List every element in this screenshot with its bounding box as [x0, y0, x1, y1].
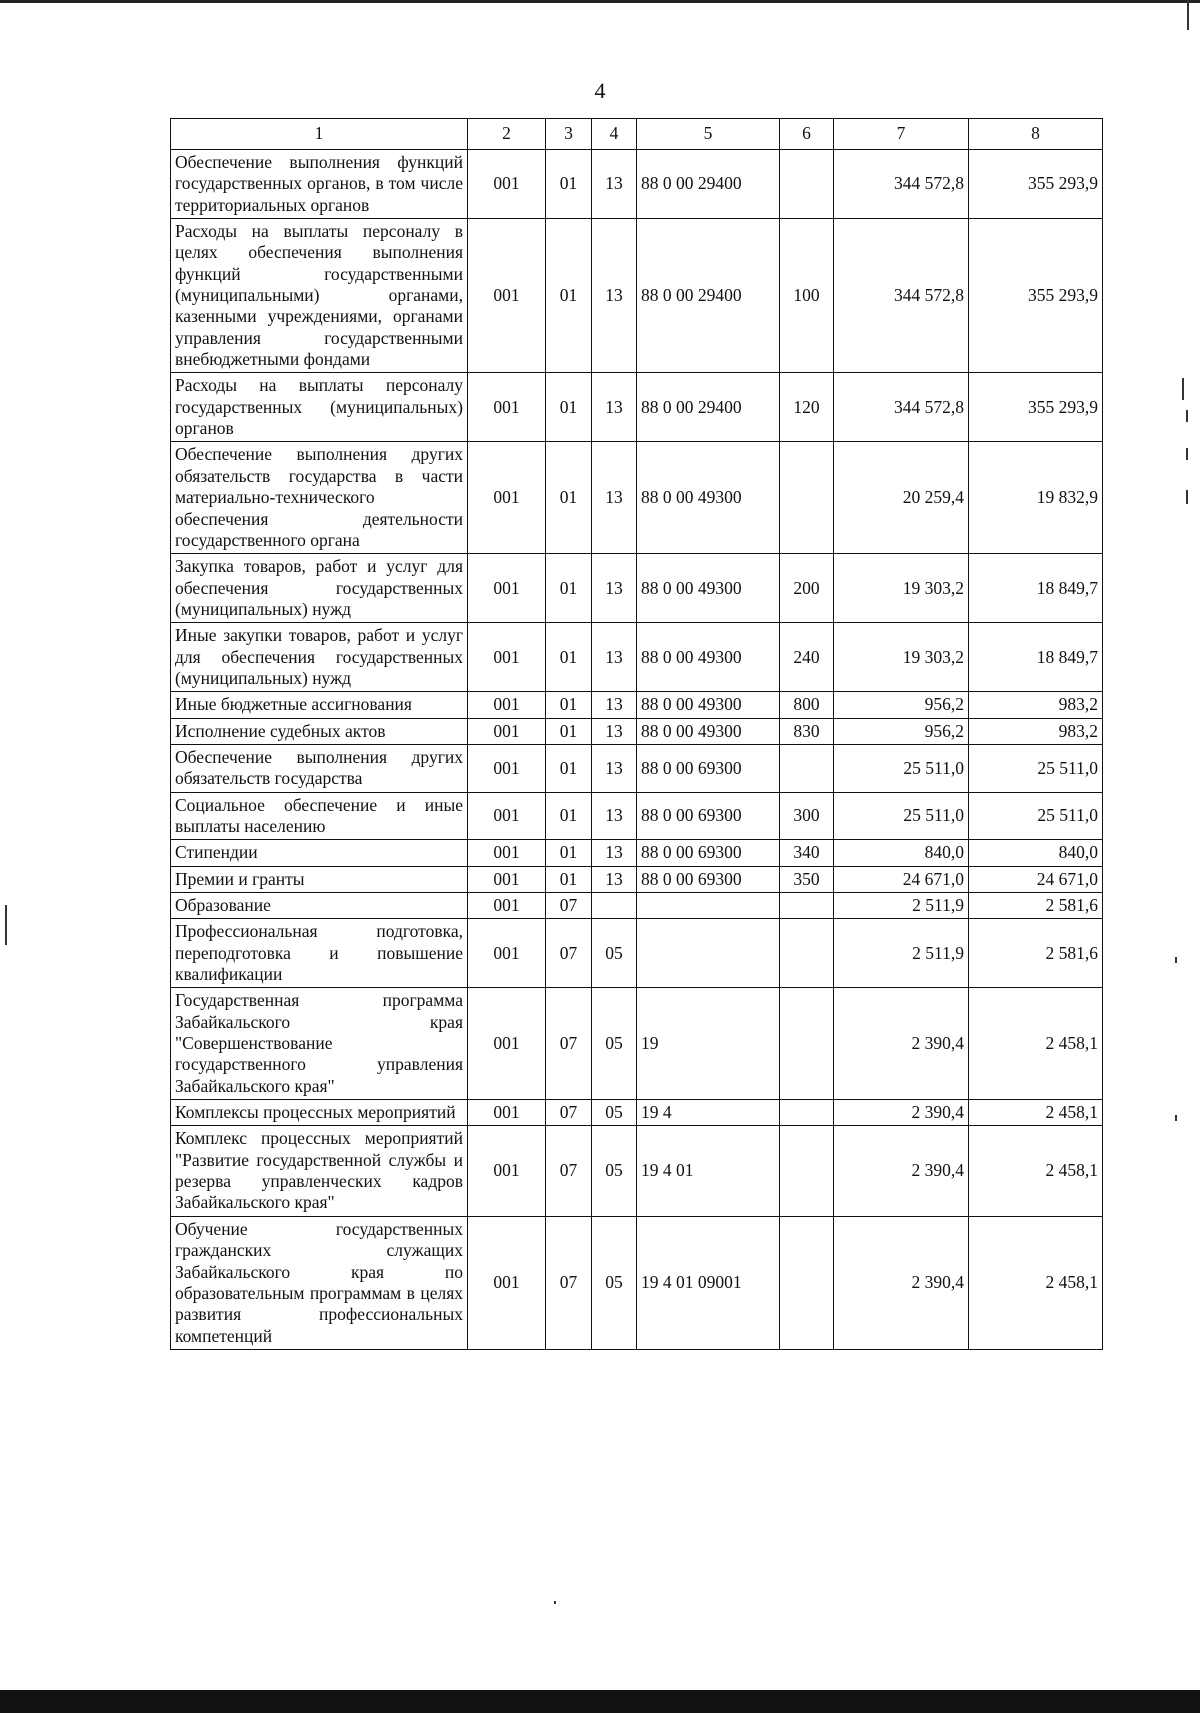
row-name-cell: Иные закупки товаров, работ и услуг для обеспечения государственных (муниципальных) нужд [171, 623, 468, 692]
amount-year1-cell: 2 511,9 [834, 919, 969, 988]
amount-year2-cell: 19 832,9 [969, 442, 1103, 554]
scan-mark [1186, 410, 1188, 422]
section-code-cell: 01 [546, 692, 592, 718]
subsection-code-cell: 13 [592, 219, 637, 373]
ministry-code-cell: 001 [468, 692, 546, 718]
row-name-cell: Социальное обеспечение и иные выплаты населению [171, 792, 468, 840]
expense-type-cell [780, 442, 834, 554]
amount-year2-cell: 2 458,1 [969, 1216, 1103, 1349]
table-row [171, 554, 1103, 623]
section-code-cell: 07 [546, 1216, 592, 1349]
amount-year1-cell: 344 572,8 [834, 373, 969, 442]
target-article-cell: 88 0 00 69300 [637, 840, 780, 866]
ministry-code-cell: 001 [468, 623, 546, 692]
ministry-code-cell: 001 [468, 919, 546, 988]
row-name-cell: Расходы на выплаты персоналу государственных (муниципальных) органов [171, 373, 468, 442]
subsection-code-cell: 13 [592, 373, 637, 442]
expense-type-cell [780, 893, 834, 919]
scan-top-edge [0, 0, 1200, 3]
row-name-cell: Образование [171, 893, 468, 919]
subsection-code-cell: 13 [592, 623, 637, 692]
header-cell: 2 [468, 119, 546, 150]
amount-year1-cell: 24 671,0 [834, 866, 969, 892]
row-name-cell: Иные бюджетные ассигнования [171, 692, 468, 718]
header-cell: 6 [780, 119, 834, 150]
amount-year1-cell: 25 511,0 [834, 744, 969, 792]
expense-type-cell: 300 [780, 792, 834, 840]
expense-type-cell: 240 [780, 623, 834, 692]
expense-type-cell: 350 [780, 866, 834, 892]
amount-year1-cell: 344 572,8 [834, 150, 969, 219]
target-article-cell: 88 0 00 49300 [637, 692, 780, 718]
section-code-cell: 01 [546, 718, 592, 744]
amount-year1-cell: 20 259,4 [834, 442, 969, 554]
table-row [171, 442, 1103, 554]
amount-year1-cell: 956,2 [834, 692, 969, 718]
section-code-cell: 01 [546, 623, 592, 692]
amount-year2-cell: 25 511,0 [969, 792, 1103, 840]
section-code-cell: 07 [546, 988, 592, 1100]
amount-year2-cell: 25 511,0 [969, 744, 1103, 792]
section-code-cell: 01 [546, 866, 592, 892]
table-row [171, 988, 1103, 1100]
section-code-cell: 01 [546, 442, 592, 554]
section-code-cell: 01 [546, 840, 592, 866]
target-article-cell: 88 0 00 49300 [637, 554, 780, 623]
table-row [171, 623, 1103, 692]
header-cell: 3 [546, 119, 592, 150]
expense-type-cell: 340 [780, 840, 834, 866]
section-code-cell: 01 [546, 792, 592, 840]
target-article-cell: 88 0 00 49300 [637, 623, 780, 692]
scan-mark [1175, 957, 1177, 963]
subsection-code-cell: 13 [592, 718, 637, 744]
row-name-cell: Расходы на выплаты персоналу в целях обеспечения выполнения функций государственными (муниципальными) органами, казенными учреждениями, органами управления государственными внебюджетными фондами [171, 219, 468, 373]
expense-type-cell [780, 1216, 834, 1349]
ministry-code-cell: 001 [468, 442, 546, 554]
amount-year1-cell: 2 390,4 [834, 1216, 969, 1349]
amount-year1-cell: 344 572,8 [834, 219, 969, 373]
amount-year2-cell: 983,2 [969, 692, 1103, 718]
scan-mark [1175, 1115, 1177, 1121]
row-name-cell: Комплекс процессных мероприятий "Развитие государственной службы и резерва управленческих кадров Забайкальского края" [171, 1126, 468, 1216]
row-name-cell: Исполнение судебных актов [171, 718, 468, 744]
row-name-cell: Профессиональная подготовка, переподготовка и повышение квалификации [171, 919, 468, 988]
ministry-code-cell: 001 [468, 893, 546, 919]
section-code-cell: 01 [546, 150, 592, 219]
target-article-cell: 88 0 00 49300 [637, 442, 780, 554]
expense-type-cell [780, 1126, 834, 1216]
subsection-code-cell: 05 [592, 988, 637, 1100]
ministry-code-cell: 001 [468, 1126, 546, 1216]
header-cell: 7 [834, 119, 969, 150]
amount-year1-cell: 2 390,4 [834, 1126, 969, 1216]
section-code-cell: 01 [546, 554, 592, 623]
amount-year2-cell: 840,0 [969, 840, 1103, 866]
target-article-cell: 19 4 01 09001 [637, 1216, 780, 1349]
table-row [171, 692, 1103, 718]
target-article-cell: 19 [637, 988, 780, 1100]
header-cell: 4 [592, 119, 637, 150]
scan-mark [1186, 448, 1188, 460]
section-code-cell: 01 [546, 219, 592, 373]
row-name-cell: Закупка товаров, работ и услуг для обеспечения государственных (муниципальных) нужд [171, 554, 468, 623]
subsection-code-cell: 13 [592, 442, 637, 554]
row-name-cell: Премии и гранты [171, 866, 468, 892]
amount-year2-cell: 355 293,9 [969, 219, 1103, 373]
expense-type-cell: 800 [780, 692, 834, 718]
expense-type-cell: 120 [780, 373, 834, 442]
row-name-cell: Обеспечение выполнения других обязательств государства [171, 744, 468, 792]
row-name-cell: Обучение государственных гражданских служащих Забайкальского края по образовательным программам в целях развития профессиональных компетенций [171, 1216, 468, 1349]
ministry-code-cell: 001 [468, 554, 546, 623]
scan-mark [1182, 378, 1184, 400]
scan-mark [1186, 490, 1188, 504]
table-row [171, 919, 1103, 988]
header-row [171, 119, 1103, 150]
amount-year1-cell: 2 390,4 [834, 1100, 969, 1126]
amount-year1-cell: 25 511,0 [834, 792, 969, 840]
header-cell: 8 [969, 119, 1103, 150]
ministry-code-cell: 001 [468, 792, 546, 840]
amount-year2-cell: 2 581,6 [969, 919, 1103, 988]
subsection-code-cell: 13 [592, 554, 637, 623]
ministry-code-cell: 001 [468, 150, 546, 219]
header-cell: 5 [637, 119, 780, 150]
target-article-cell [637, 919, 780, 988]
subsection-code-cell: 13 [592, 792, 637, 840]
subsection-code-cell [592, 893, 637, 919]
target-article-cell: 88 0 00 69300 [637, 866, 780, 892]
amount-year1-cell: 2 390,4 [834, 988, 969, 1100]
section-code-cell: 01 [546, 744, 592, 792]
table-row [171, 219, 1103, 373]
scan-bottom-edge [0, 1690, 1200, 1713]
table-row [171, 1126, 1103, 1216]
row-name-cell: Государственная программа Забайкальского края "Совершенствование государственного управления Забайкальского края" [171, 988, 468, 1100]
scan-right-edge [1187, 0, 1189, 30]
table-row [171, 718, 1103, 744]
expense-type-cell [780, 988, 834, 1100]
expense-type-cell: 200 [780, 554, 834, 623]
ministry-code-cell: 001 [468, 866, 546, 892]
amount-year2-cell: 2 458,1 [969, 1100, 1103, 1126]
section-code-cell: 01 [546, 373, 592, 442]
expense-type-cell [780, 1100, 834, 1126]
amount-year2-cell: 2 458,1 [969, 988, 1103, 1100]
table-row [171, 1216, 1103, 1349]
subsection-code-cell: 13 [592, 150, 637, 219]
amount-year1-cell: 19 303,2 [834, 623, 969, 692]
target-article-cell: 88 0 00 69300 [637, 744, 780, 792]
amount-year1-cell: 956,2 [834, 718, 969, 744]
header-cell: 1 [171, 119, 468, 150]
table-row [171, 792, 1103, 840]
target-article-cell: 88 0 00 49300 [637, 718, 780, 744]
target-article-cell: 88 0 00 69300 [637, 792, 780, 840]
row-name-cell: Комплексы процессных мероприятий [171, 1100, 468, 1126]
ministry-code-cell: 001 [468, 744, 546, 792]
ministry-code-cell: 001 [468, 840, 546, 866]
expense-type-cell [780, 150, 834, 219]
subsection-code-cell: 05 [592, 1100, 637, 1126]
target-article-cell: 19 4 01 [637, 1126, 780, 1216]
amount-year2-cell: 2 458,1 [969, 1126, 1103, 1216]
table-row [171, 893, 1103, 919]
table-row [171, 150, 1103, 219]
table-row [171, 866, 1103, 892]
scan-mark [554, 1601, 556, 1604]
amount-year2-cell: 983,2 [969, 718, 1103, 744]
budget-table [170, 118, 1103, 1350]
target-article-cell: 88 0 00 29400 [637, 373, 780, 442]
subsection-code-cell: 05 [592, 1216, 637, 1349]
ministry-code-cell: 001 [468, 718, 546, 744]
table-row [171, 744, 1103, 792]
subsection-code-cell: 13 [592, 692, 637, 718]
scan-mark [5, 905, 7, 945]
table-row [171, 373, 1103, 442]
section-code-cell: 07 [546, 919, 592, 988]
subsection-code-cell: 13 [592, 744, 637, 792]
section-code-cell: 07 [546, 1100, 592, 1126]
amount-year2-cell: 2 581,6 [969, 893, 1103, 919]
ministry-code-cell: 001 [468, 373, 546, 442]
amount-year1-cell: 840,0 [834, 840, 969, 866]
amount-year1-cell: 19 303,2 [834, 554, 969, 623]
amount-year2-cell: 355 293,9 [969, 150, 1103, 219]
amount-year2-cell: 18 849,7 [969, 623, 1103, 692]
amount-year2-cell: 355 293,9 [969, 373, 1103, 442]
amount-year2-cell: 24 671,0 [969, 866, 1103, 892]
table-row [171, 840, 1103, 866]
row-name-cell: Обеспечение выполнения функций государственных органов, в том числе территориальных органов [171, 150, 468, 219]
subsection-code-cell: 13 [592, 866, 637, 892]
target-article-cell [637, 893, 780, 919]
section-code-cell: 07 [546, 1126, 592, 1216]
expense-type-cell [780, 919, 834, 988]
subsection-code-cell: 05 [592, 1126, 637, 1216]
ministry-code-cell: 001 [468, 219, 546, 373]
expense-type-cell: 830 [780, 718, 834, 744]
target-article-cell: 88 0 00 29400 [637, 219, 780, 373]
table-row [171, 1100, 1103, 1126]
target-article-cell: 19 4 [637, 1100, 780, 1126]
row-name-cell: Обеспечение выполнения других обязательств государства в части материально-технического обеспечения деятельности государственного органа [171, 442, 468, 554]
page-number: 4 [594, 78, 606, 103]
target-article-cell: 88 0 00 29400 [637, 150, 780, 219]
ministry-code-cell: 001 [468, 988, 546, 1100]
ministry-code-cell: 001 [468, 1100, 546, 1126]
subsection-code-cell: 13 [592, 840, 637, 866]
expense-type-cell: 100 [780, 219, 834, 373]
subsection-code-cell: 05 [592, 919, 637, 988]
section-code-cell: 07 [546, 893, 592, 919]
table-body [171, 150, 1103, 1350]
ministry-code-cell: 001 [468, 1216, 546, 1349]
expense-type-cell [780, 744, 834, 792]
amount-year1-cell: 2 511,9 [834, 893, 969, 919]
row-name-cell: Стипендии [171, 840, 468, 866]
amount-year2-cell: 18 849,7 [969, 554, 1103, 623]
